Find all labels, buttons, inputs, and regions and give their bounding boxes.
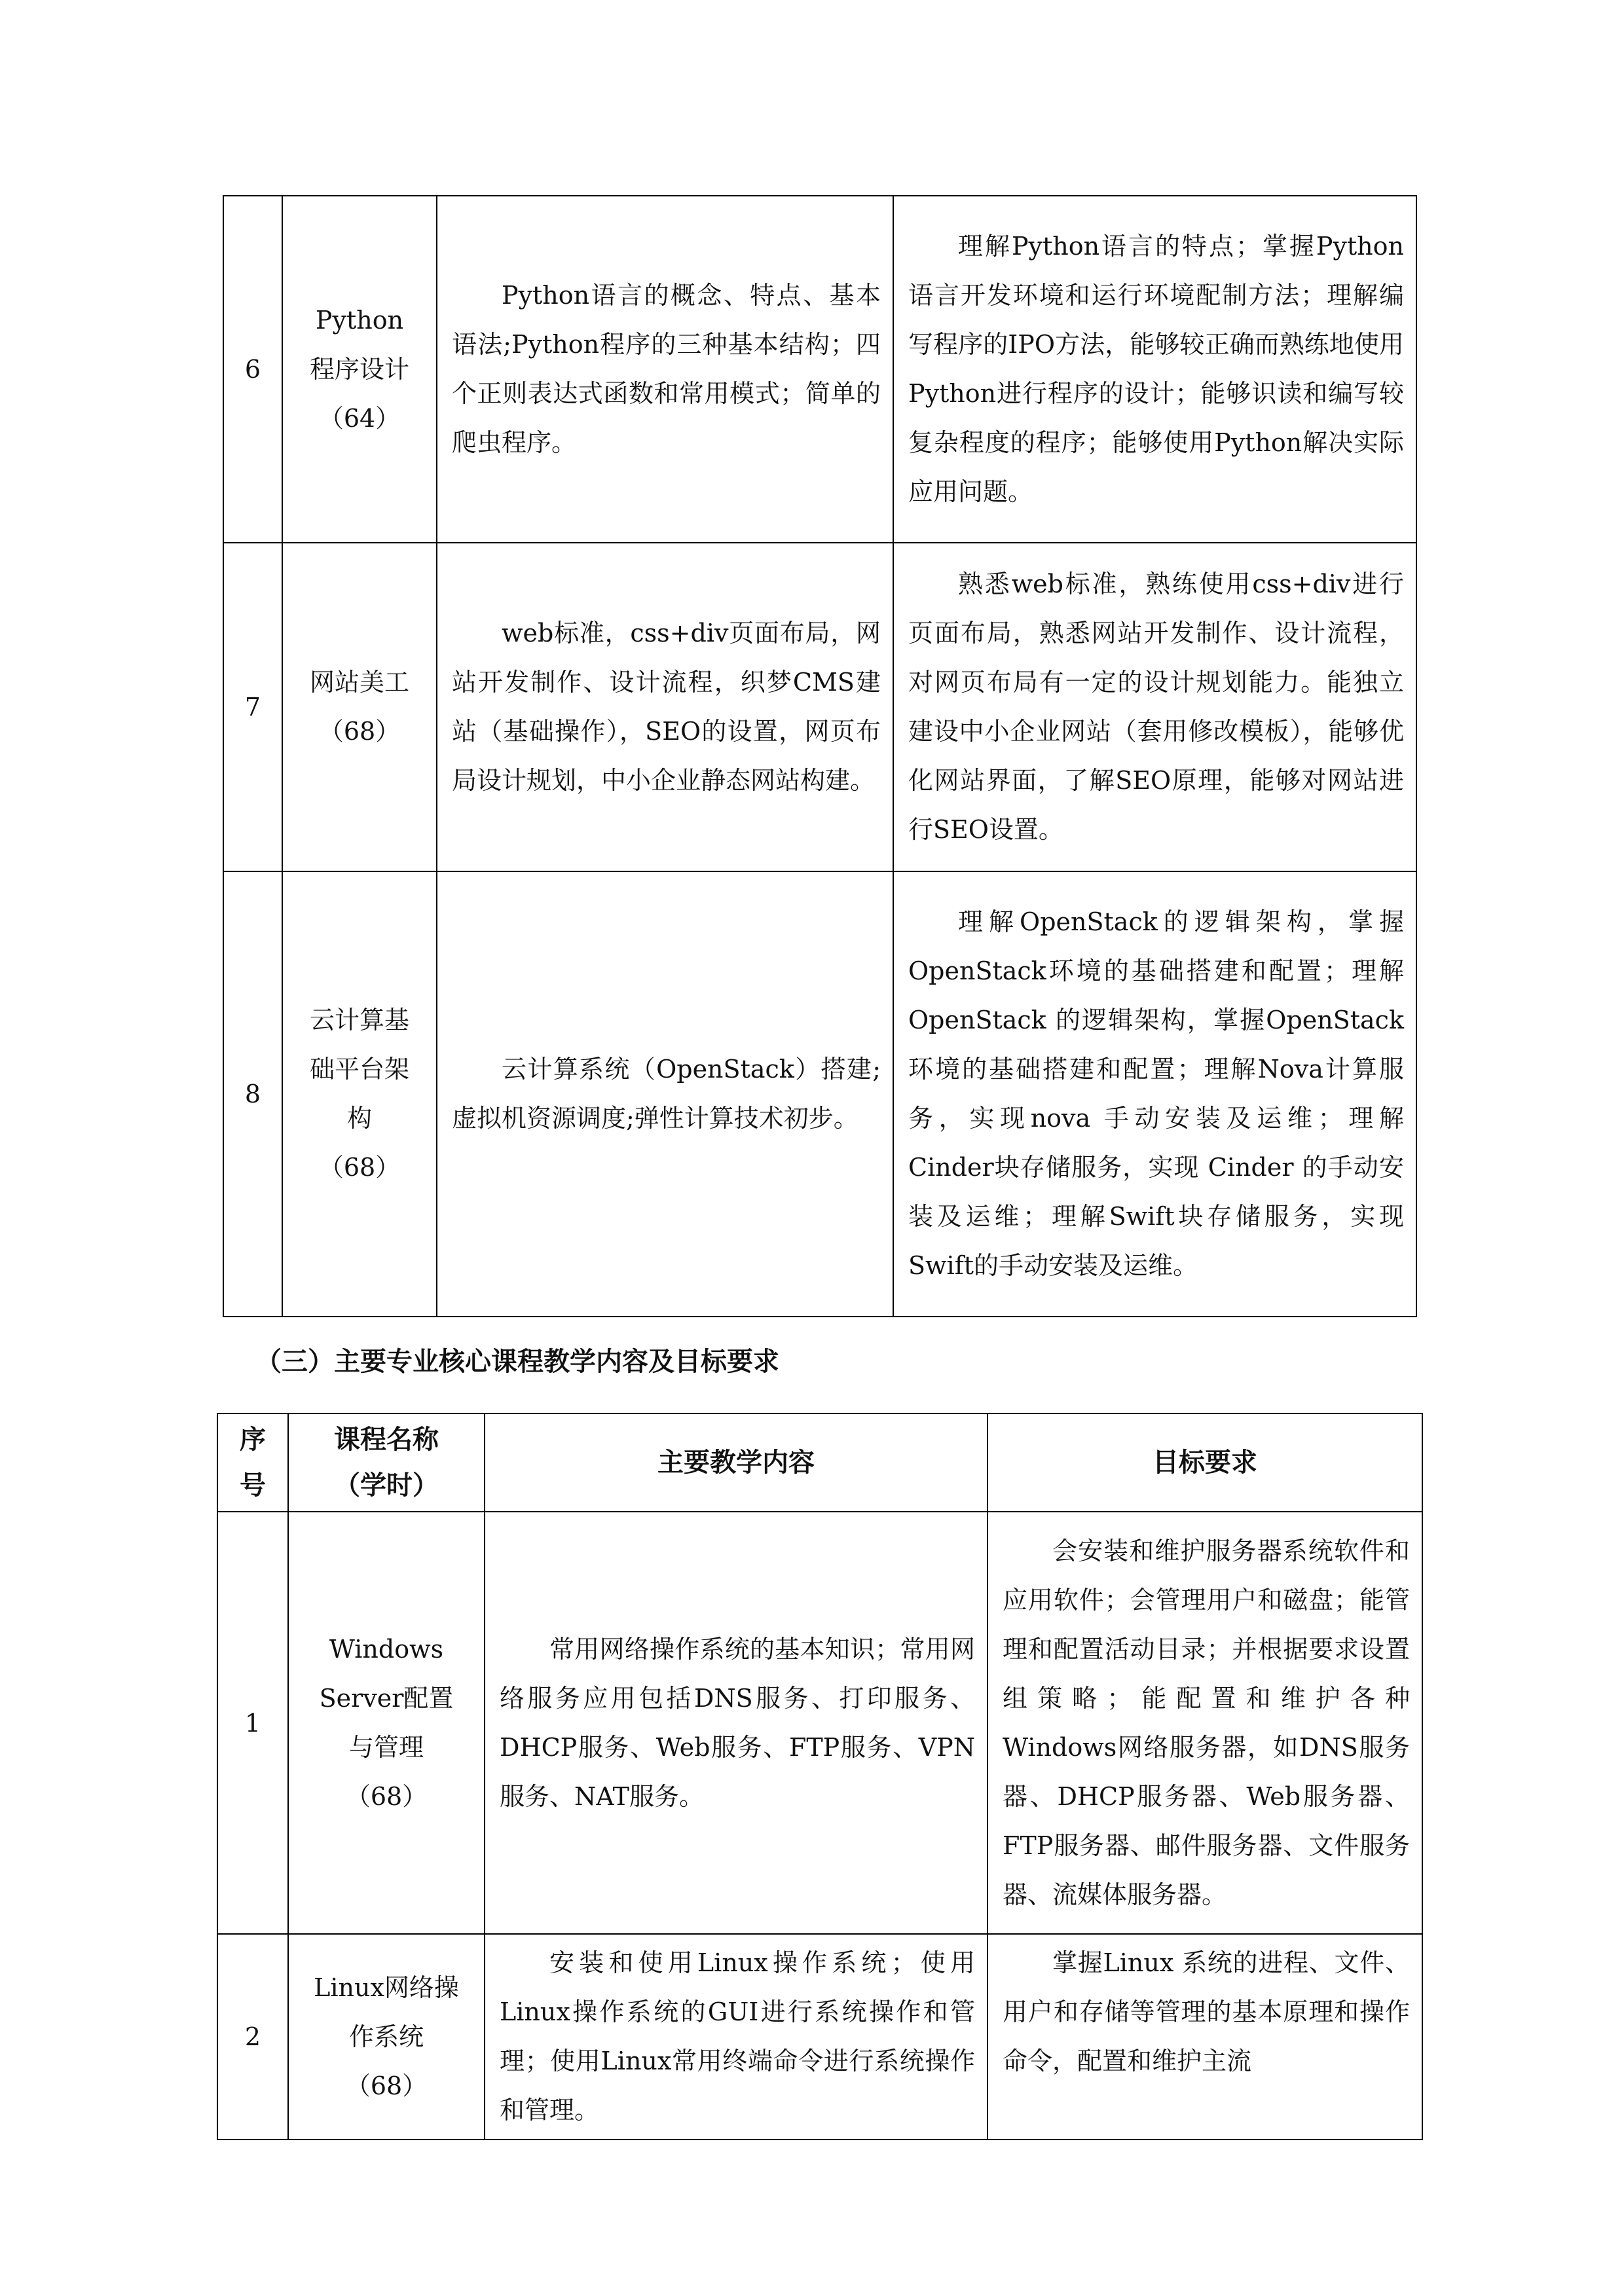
table-row xyxy=(223,196,1416,543)
course-hours: （68） xyxy=(318,717,401,746)
course-hours: （68） xyxy=(345,1781,428,1811)
header-number: 序 号 xyxy=(217,1413,288,1512)
table-row xyxy=(217,1512,1422,1934)
table-row xyxy=(223,871,1416,1317)
course-name-line: 程序设计 xyxy=(309,354,409,384)
course-hours: （64） xyxy=(318,403,401,433)
row-number: 1 xyxy=(217,1512,288,1934)
course-name-line: Server配置 xyxy=(319,1683,454,1713)
row-number: 6 xyxy=(223,196,282,543)
course-name xyxy=(288,1934,485,2140)
course-name xyxy=(282,871,437,1317)
course-name-line: 与管理 xyxy=(348,1732,424,1762)
course-goal: 会安装和维护服务器系统软件和应用软件；会管理用户和磁盘；能管理和配置活动目录；并根据要求设置组策略；能配置和维护各种Windows网络服务器，如DNS服务器、DHCP服务器、Web服务器、FTP服务器、邮件服务器、文件服务器、流媒体服务器。 xyxy=(987,1512,1422,1934)
header-goal: 目标要求 xyxy=(987,1413,1422,1512)
course-content: Python语言的概念、特点、基本语法;Python程序的三种基本结构；四个正则表达式函数和常用模式；简单的爬虫程序。 xyxy=(437,196,893,543)
course-goal: 理解Python语言的特点；掌握Python语言开发环境和运行环境配制方法；理解编写程序的IPO方法，能够较正确而熟练地使用Python进行程序的设计；能够识读和编写较复杂程度的程序；能够使用Python解决实际应用问题。 xyxy=(893,196,1416,543)
table-row xyxy=(217,1934,1422,2140)
course-goal: 掌握Linux 系统的进程、文件、用户和存储等管理的基本原理和操作命令，配置和维护主流 xyxy=(987,1934,1422,2140)
table-header-row xyxy=(217,1413,1422,1512)
course-name xyxy=(288,1512,485,1934)
row-number: 8 xyxy=(223,871,282,1317)
course-content: web标准，css+div页面布局，网站开发制作、设计流程，织梦CMS建站（基础操作），SEO的设置，网页布局设计规划，中小企业静态网站构建。 xyxy=(437,543,893,871)
course-hours: （68） xyxy=(318,1153,401,1182)
course-content: 云计算系统（OpenStack）搭建;虚拟机资源调度;弹性计算技术初步。 xyxy=(437,871,893,1317)
core-course-table xyxy=(217,1413,1423,2140)
course-name-line: Linux网络操 xyxy=(314,1973,459,2002)
course-name-line: 作系统 xyxy=(348,2022,424,2051)
course-goal: 熟悉web标准，熟练使用css+div进行页面布局，熟悉网站开发制作、设计流程，对网页布局有一定的设计规划能力。能独立建设中小企业网站（套用修改模板），能够优化网站界面，了解SEO原理，能够对网站进行SEO设置。 xyxy=(893,543,1416,871)
course-content: 常用网络操作系统的基本知识；常用网络服务应用包括DNS服务、打印服务、DHCP服务、Web服务、FTP服务、VPN服务、NAT服务。 xyxy=(485,1512,987,1934)
course-content: 安装和使用Linux操作系统；使用Linux操作系统的GUI进行系统操作和管理；使用Linux常用终端命令进行系统操作和管理。 xyxy=(485,1934,987,2140)
row-number: 7 xyxy=(223,543,282,871)
course-goal: 理解OpenStack的逻辑架构，掌握OpenStack环境的基础搭建和配置；理解 OpenStack 的逻辑架构，掌握OpenStack环境的基础搭建和配置；理解Nova计算服务，实现nova 手动安装及运维；理解Cinder块存储服务，实现 Cinder 的手动安装及运维；理解Swift块存储服务，实现Swift的手动安装及运维。 xyxy=(893,871,1416,1317)
course-name-line: 网站美工 xyxy=(309,668,409,697)
header-content: 主要教学内容 xyxy=(485,1413,987,1512)
course-table-continued xyxy=(223,195,1417,1317)
course-name xyxy=(282,196,437,543)
course-name-line: 础平台架 xyxy=(309,1055,409,1084)
row-number: 2 xyxy=(217,1934,288,2140)
course-name-line: Python xyxy=(315,305,404,335)
course-name-line: 构 xyxy=(346,1104,372,1133)
section-title: （三）主要专业核心课程教学内容及目标要求 xyxy=(255,1347,779,1377)
course-name xyxy=(282,543,437,871)
table-row xyxy=(223,543,1416,871)
header-course-name: 课程名称 （学时） xyxy=(288,1413,485,1512)
course-name-line: Windows xyxy=(329,1634,444,1664)
course-hours: （68） xyxy=(345,2071,428,2100)
course-name-line: 云计算基 xyxy=(309,1006,409,1034)
